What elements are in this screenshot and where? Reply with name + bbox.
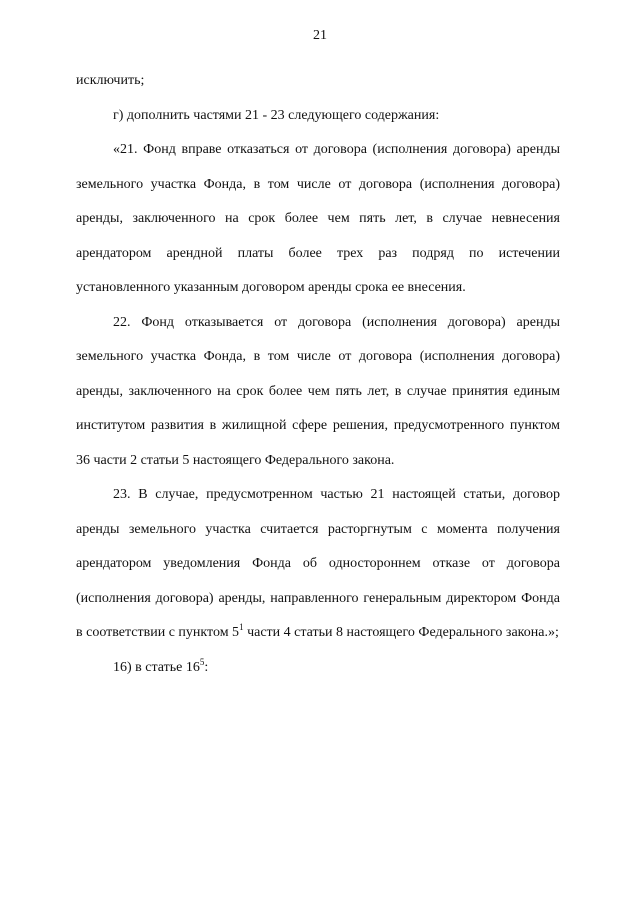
paragraph-amend-g: г) дополнить частями 21 - 23 следующего содержания: xyxy=(113,107,440,123)
superscript: 1 xyxy=(239,622,244,632)
page-number: 21 xyxy=(313,28,327,43)
paragraph-item-16-text: 16) в статье 16 xyxy=(113,659,200,675)
paragraph-part-23-text-end: части 4 статьи 8 настоящего Федерального закона.»; xyxy=(243,625,559,640)
paragraph-exclude: исключить; xyxy=(76,73,145,88)
paragraph-part-23 xyxy=(76,478,560,651)
paragraph-part-23-text: 23. В случае, предусмотренном частью 21 настоящей статьи, договор аренды земельного участка считается расторгнутым с момента получения арендатором уведомления Фонда об одностороннем отказе от договора (исполнения договора) аренды, направленного генеральным директором Фонда в соответствии с пунктом 5 xyxy=(76,487,560,640)
paragraph-item-16-text-end: : xyxy=(204,659,209,675)
document-body xyxy=(76,64,560,685)
paragraph-part-22: 22. Фонд отказывается от договора (исполнения договора) аренды земельного участка Фонда, в том числе от договора (исполнения договора) аренды, заключенного на срок более чем пять лет, в случае принятия единым институтом развития в жилищной сфере решения, предусмотренного пунктом 36 части 2 статьи 5 настоящего Федерального закона. xyxy=(76,314,560,468)
paragraph-item-16 xyxy=(76,651,560,686)
superscript: 5 xyxy=(199,656,205,667)
paragraph-part-21: «21. Фонд вправе отказаться от договора (исполнения договора) аренды земельного участка Фонда, в том числе от договора (исполнения договора) аренды, заключенного на срок более чем пять лет, в случае невнесения арендатором арендной платы более трех раз подряд по истечении установленного указанным договором аренды срока ее внесения. xyxy=(76,142,560,295)
